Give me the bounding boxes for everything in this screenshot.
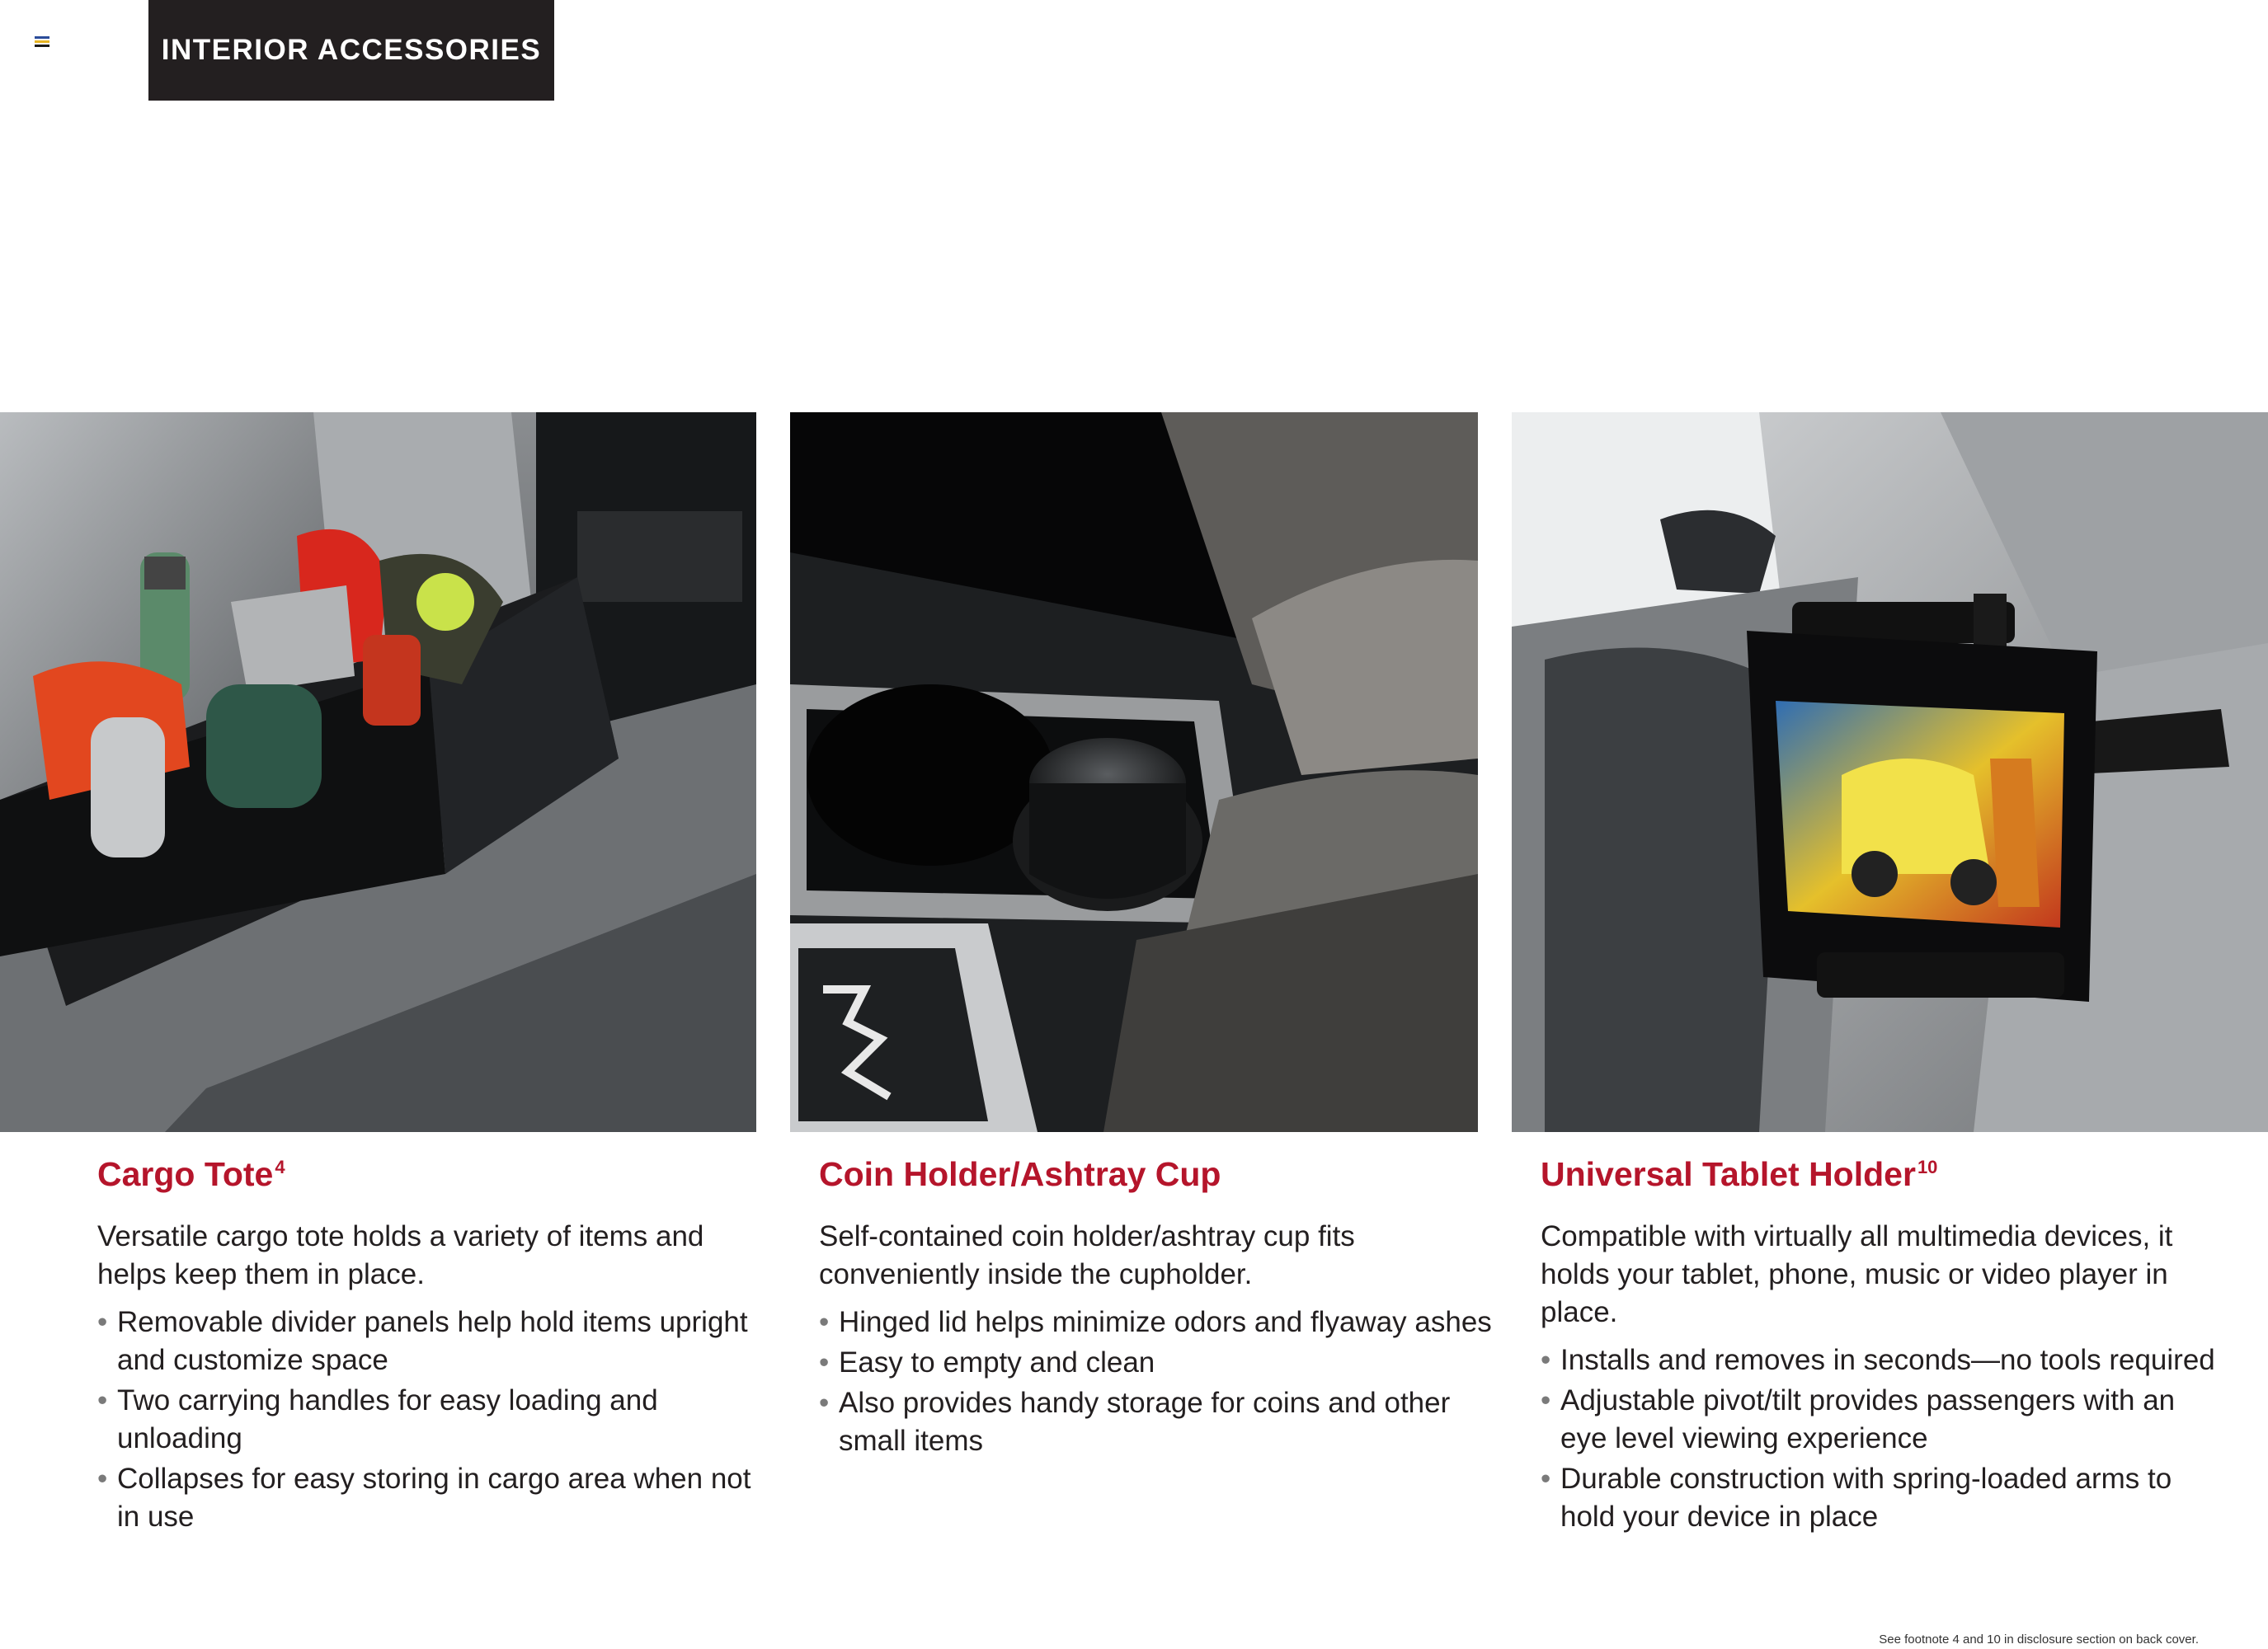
product-description: Versatile cargo tote holds a variety of items and helps keep them in place. xyxy=(97,1220,704,1291)
product-title: Cargo Tote$^4$ xyxy=(97,1155,285,1193)
feature-item: • Easy to empty and clean xyxy=(819,1344,1495,1382)
menu-icon[interactable] xyxy=(35,36,49,48)
product-cargo-tote xyxy=(97,1154,774,1539)
feature-item: • Installs and removes in seconds—no tools required xyxy=(1541,1341,2217,1379)
product-title: Coin Holder/Ashtray Cup xyxy=(819,1155,1221,1193)
product-description: Compatible with virtually all multimedia devices, it holds your tablet, phone, music or video player in place. xyxy=(1541,1220,2173,1329)
footnote-ref: 10 xyxy=(1917,1157,1938,1178)
feature-list xyxy=(97,1304,774,1536)
feature-item: • Adjustable pivot/tilt provides passengers with an eye level viewing experience xyxy=(1541,1382,2217,1458)
feature-item: • Removable divider panels help hold items upright and customize space xyxy=(97,1304,774,1379)
product-coin-holder xyxy=(819,1154,1495,1463)
cargo-tote-photo xyxy=(0,412,756,1132)
product-tablet-holder xyxy=(1541,1154,2217,1539)
feature-list xyxy=(1541,1341,2217,1536)
tablet-holder-photo xyxy=(1512,412,2268,1132)
section-header-tab xyxy=(148,0,554,101)
product-description: Self-contained coin holder/ashtray cup fits conveniently inside the cupholder. xyxy=(819,1220,1355,1291)
footnote-ref: 4 xyxy=(275,1157,285,1178)
section-title: INTERIOR ACCESSORIES xyxy=(161,34,542,66)
feature-item: • Two carrying handles for easy loading and unloading xyxy=(97,1382,774,1458)
disclosure-footnote: See footnote 4 and 10 in disclosure section on back cover. xyxy=(1879,1633,2199,1647)
feature-list xyxy=(819,1304,1495,1460)
product-title: Universal Tablet Holder$^{10}$ xyxy=(1541,1155,1938,1193)
feature-item: • Collapses for easy storing in cargo area when not in use xyxy=(97,1460,774,1536)
feature-item: • Durable construction with spring-loaded arms to hold your device in place xyxy=(1541,1460,2217,1536)
feature-item: • Also provides handy storage for coins and other small items xyxy=(819,1384,1495,1460)
coin-holder-photo xyxy=(790,412,1478,1132)
feature-item: • Hinged lid helps minimize odors and flyaway ashes xyxy=(819,1304,1495,1341)
